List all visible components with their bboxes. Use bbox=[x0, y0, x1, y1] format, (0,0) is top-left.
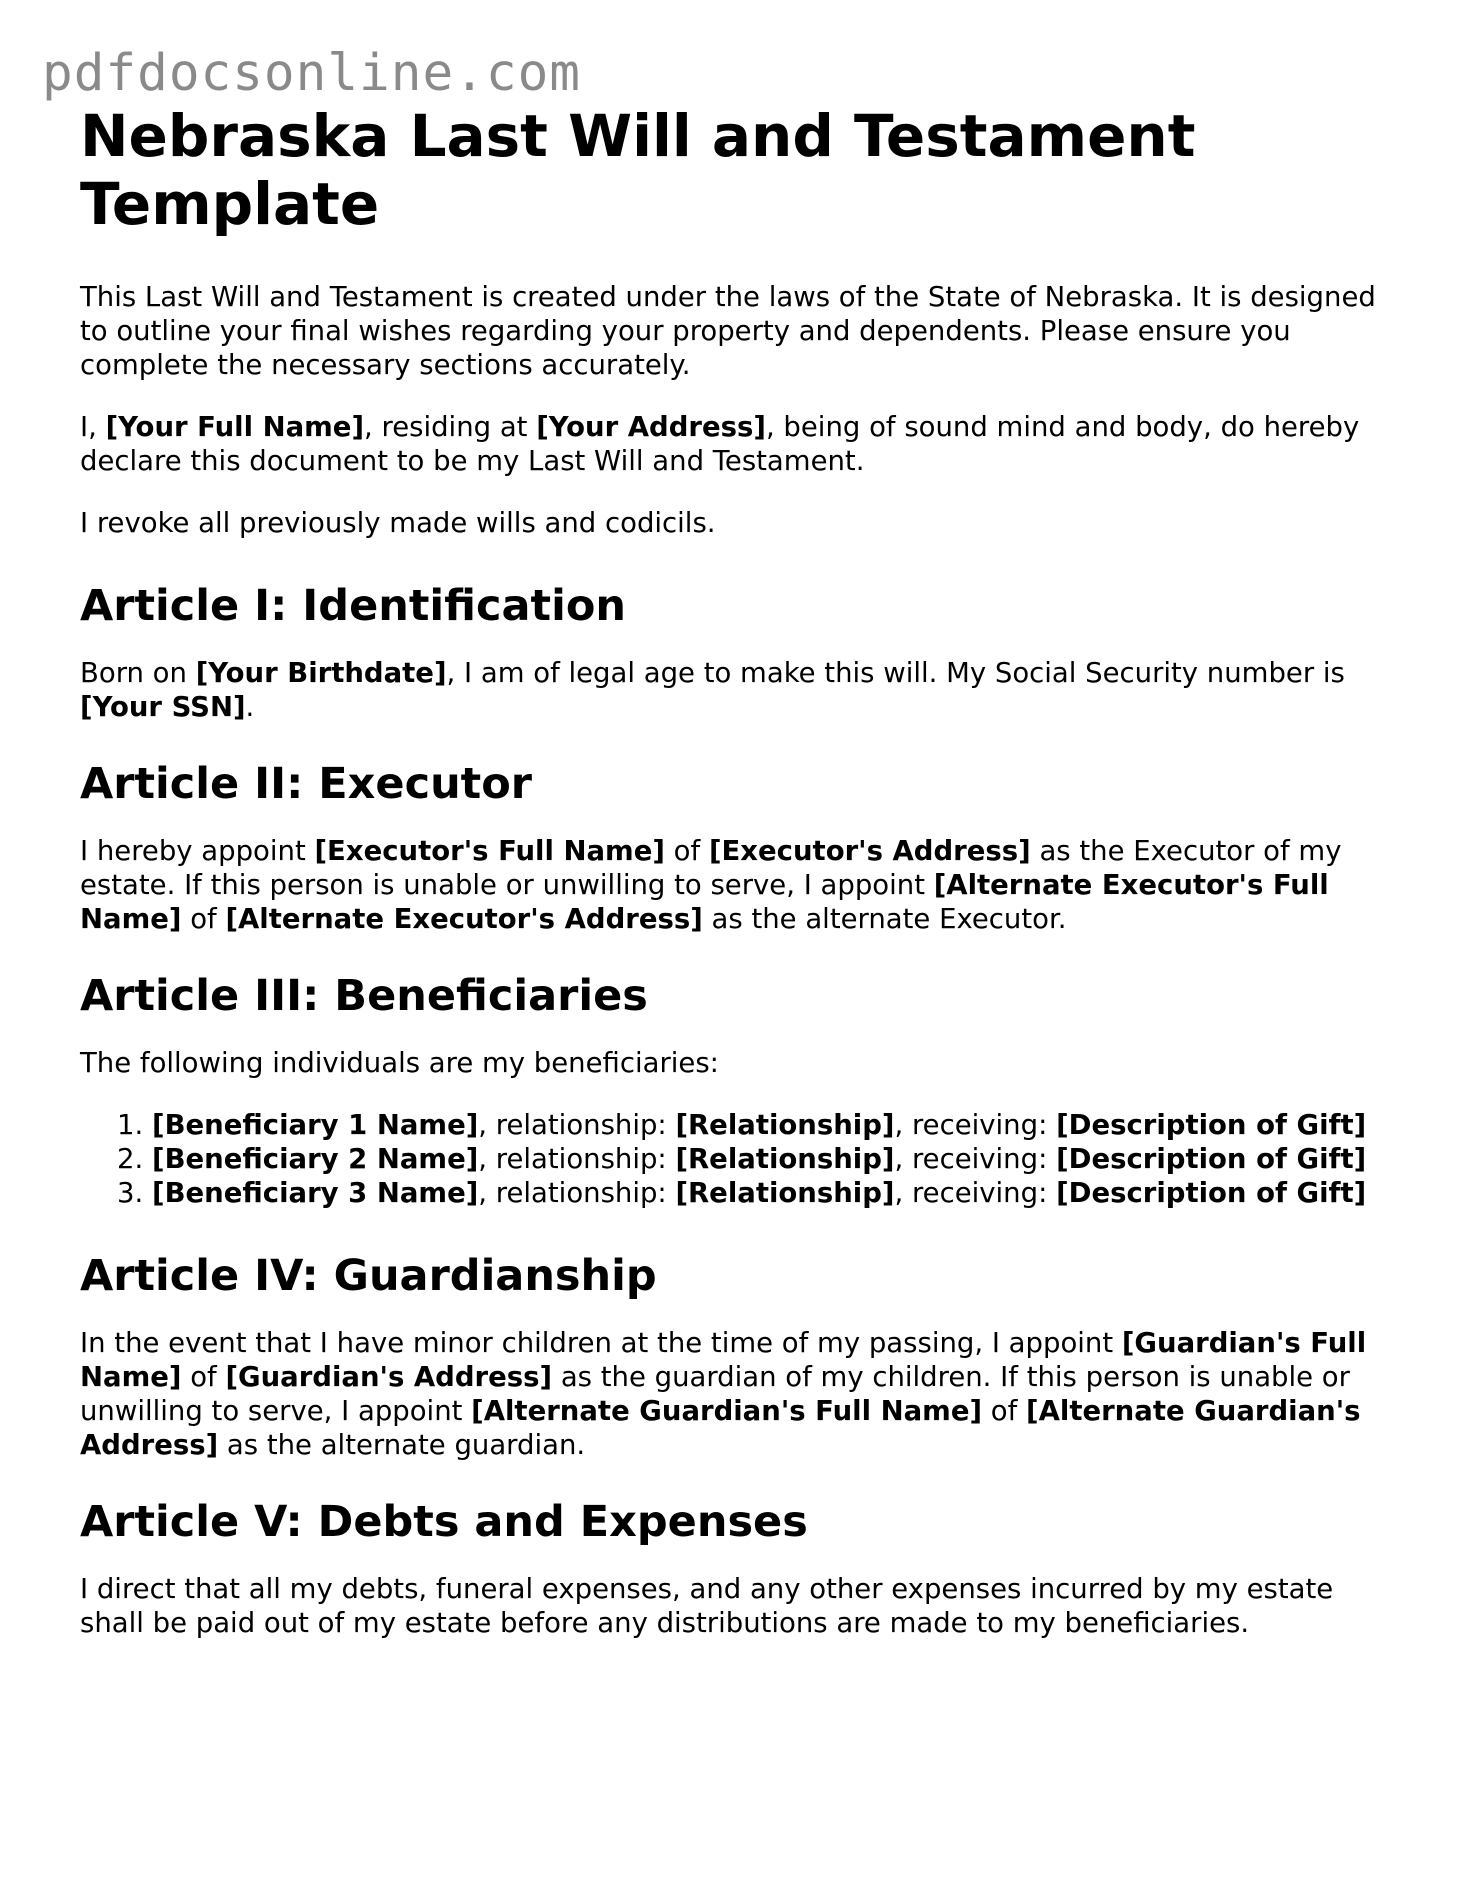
revoke-paragraph: I revoke all previously made wills and codicils. bbox=[80, 507, 716, 539]
birthdate-placeholder: [Your Birthdate] bbox=[195, 657, 447, 689]
page-title: Nebraska Last Will and Testament Template bbox=[80, 102, 1196, 238]
article-4-heading: Article IV: Guardianship bbox=[80, 1251, 657, 1301]
article-5-heading: Article V: Debts and Expenses bbox=[80, 1497, 808, 1547]
guardian-name-placeholder: [Guardian's Full Name] bbox=[80, 1327, 1367, 1393]
article-4-text: In the event that I have minor children at the time of my passing, I appoint [Guardian's Full Name] of [Guardian's Address] as the guardian of my children. If this person is unable or unwilling to serve, I appoint [Alternate Guardian's Full Name] of [Alternate Guardian's Address] as the alternate guardian. bbox=[80, 1327, 1367, 1461]
alt-executor-address-placeholder: [Alternate Executor's Address] bbox=[225, 903, 703, 935]
article-3-heading: Article III: Beneficiaries bbox=[80, 971, 648, 1021]
beneficiary-list bbox=[80, 1108, 1400, 1210]
ssn-placeholder: [Your SSN] bbox=[80, 691, 246, 723]
list-item: 2. [Beneficiary 2 Name], relationship: [Relationship], receiving: [Description of Gift] bbox=[152, 1142, 1400, 1176]
article-1-text: Born on [Your Birthdate], I am of legal age to make this will. My Social Security number is [Your SSN]. bbox=[80, 657, 1345, 723]
watermark: pdfdocsonline.com bbox=[42, 44, 581, 103]
beneficiaries-intro: The following individuals are my beneficiaries: bbox=[80, 1047, 719, 1079]
article-2-text: I hereby appoint [Executor's Full Name] of [Executor's Address] as the Executor of my estate. If this person is unable or unwilling to serve, I appoint [Alternate Executor's Full Name] of [Alternate Executor's Address] as the alternate Executor. bbox=[80, 835, 1342, 935]
full-name-placeholder: [Your Full Name] bbox=[105, 411, 365, 443]
article-1-heading: Article I: Identification bbox=[80, 581, 626, 631]
declaration-paragraph: I, [Your Full Name], residing at [Your Address], being of sound mind and body, do hereby declare this document to be my Last Will and Testament. bbox=[80, 411, 1360, 477]
address-placeholder: [Your Address] bbox=[536, 411, 766, 443]
article-5-text: I direct that all my debts, funeral expenses, and any other expenses incurred by my estate shall be paid out of my estate before any distributions are made to my beneficiaries. bbox=[80, 1573, 1334, 1639]
intro-paragraph: This Last Will and Testament is created under the laws of the State of Nebraska. It is designed to outline your final wishes regarding your property and dependents. Please ensure you complete the necessary sections accurately. bbox=[80, 281, 1376, 381]
executor-name-placeholder: [Executor's Full Name] bbox=[314, 835, 665, 867]
article-2-heading: Article II: Executor bbox=[80, 759, 532, 809]
list-item: 3. [Beneficiary 3 Name], relationship: [Relationship], receiving: [Description of Gift] bbox=[152, 1176, 1400, 1210]
alt-guardian-address-placeholder: [Alternate Guardian's Address] bbox=[80, 1395, 1361, 1461]
guardian-address-placeholder: [Guardian's Address] bbox=[225, 1361, 553, 1393]
executor-address-placeholder: [Executor's Address] bbox=[708, 835, 1031, 867]
list-item: 1. [Beneficiary 1 Name], relationship: [Relationship], receiving: [Description of Gift] bbox=[152, 1108, 1400, 1142]
alt-guardian-name-placeholder: [Alternate Guardian's Full Name] bbox=[471, 1395, 983, 1427]
document-body bbox=[80, 102, 1400, 1668]
alt-executor-name-placeholder: [Alternate Executor's Full Name] bbox=[80, 869, 1329, 935]
